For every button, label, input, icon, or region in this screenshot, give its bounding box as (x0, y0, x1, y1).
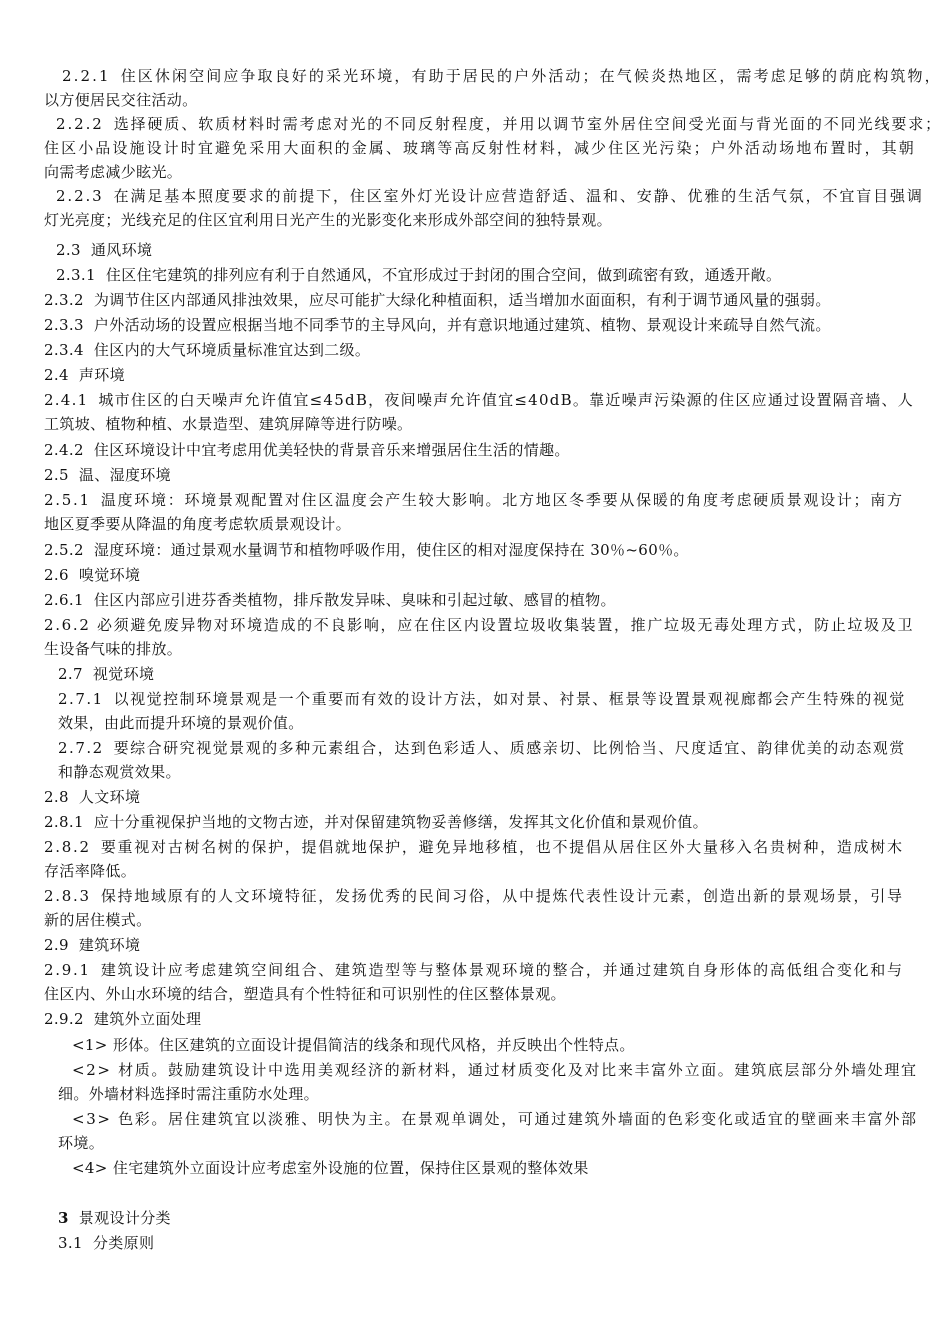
line-text: 住区内、外山水环境的结合，塑造具有个性特征和可识别性的住区整体景观。 (44, 985, 566, 1003)
text-line (44, 935, 140, 955)
line-text: 细。外墙材料选择时需注重防水处理。 (58, 1085, 319, 1103)
text-line (44, 590, 616, 610)
line-text: 住区住宅建筑的排列应有利于自然通风，不宜形成过于封闭的围合空间，做到疏密有致，通透开敞。 (105, 266, 782, 284)
text-line (44, 440, 570, 460)
line-text: 住区内部应引进芬香类植物，排斥散发异味、臭味和引起过敏、感冒的植物。 (93, 591, 616, 609)
line-text: 和静态观赏效果。 (58, 763, 181, 781)
text-line (44, 514, 351, 534)
text-line (56, 186, 924, 206)
text-line (44, 90, 198, 110)
text-line (72, 1109, 918, 1129)
section-number: 3 (58, 1209, 69, 1227)
section-number: 2.4 (44, 366, 69, 384)
section-number: 2.3 (56, 241, 81, 259)
section-number: 2.2.1 (62, 67, 111, 85)
section-number: 2.6.1 (44, 591, 84, 609)
line-text: <2> 材质。鼓励建筑设计中选用美观经济的新材料，通过材质变化及对比来丰富外立面。建筑底层部分外墙处理宜 (72, 1061, 918, 1079)
line-text: 住区休闲空间应争取良好的采光环境，有助于居民的户外活动；在气候炎热地区，需考虑足够的荫庇构筑物， (120, 67, 942, 85)
section-number: 2.3.4 (44, 341, 84, 359)
text-line (44, 812, 708, 832)
text-line (44, 639, 182, 659)
section-number: 2.9.2 (44, 1010, 84, 1028)
text-line (44, 365, 125, 385)
text-line (44, 490, 904, 510)
section-number: 2.2.3 (56, 187, 104, 205)
line-text: 人文环境 (78, 788, 141, 806)
text-line (58, 689, 906, 709)
text-line (44, 565, 140, 585)
text-line (44, 315, 831, 335)
line-text: 建筑环境 (78, 936, 141, 954)
line-text: 嗅觉环境 (78, 566, 141, 584)
text-line (62, 66, 942, 86)
line-text: <1> 形体。住区建筑的立面设计提倡简洁的线条和现代风格，并反映出个性特点。 (72, 1036, 635, 1054)
section-number: 2.7 (58, 665, 83, 683)
text-line (44, 886, 904, 906)
line-text: 保持地域原有的人文环境特征，发扬优秀的民间习俗，从中提炼代表性设计元素，创造出新的景观场景，引导 (100, 887, 904, 905)
text-line (58, 1084, 319, 1104)
text-line (72, 1060, 918, 1080)
line-text: 地区夏季要从降温的角度考虑软质景观设计。 (44, 515, 352, 533)
text-line (44, 960, 904, 980)
line-text: 2.6.2 必须避免废异物对环境造成的不良影响，应在住区内设置垃圾收集装置，推广垃圾无毒处理方式，防止垃圾及卫 (44, 616, 915, 634)
text-line (44, 390, 914, 410)
text-line (58, 738, 906, 758)
line-text: <4> 住宅建筑外立面设计应考虑室外设施的位置，保持住区景观的整体效果 (72, 1159, 589, 1177)
line-text: 分类原则 (92, 1234, 155, 1252)
line-text: 以方便居民交往活动。 (44, 91, 198, 109)
line-text: 声环境 (78, 366, 125, 384)
line-text: 工筑坡、植物种植、水景造型、建筑屏障等进行防噪。 (44, 415, 413, 433)
text-line (58, 1233, 154, 1253)
text-line (44, 1009, 201, 1029)
section-number: 2.9.1 (44, 961, 91, 979)
line-text: 住区小品设施设计时宜避免采用大面积的金属、玻璃等高反射性材料，减少住区光污染；户外活动场地布置时，其朝 (44, 139, 916, 157)
text-line (58, 664, 154, 684)
section-number: 3.1 (58, 1234, 83, 1252)
section-number: 2.8 (44, 788, 69, 806)
section-number: 2.5.2 (44, 541, 84, 559)
line-text: 住区环境设计中宜考虑用优美轻快的背景音乐来增强居住生活的情趣。 (93, 441, 570, 459)
text-line (56, 114, 942, 134)
line-text: 向需考虑减少眩光。 (44, 163, 183, 181)
line-text: 通风环境 (90, 241, 153, 259)
section-number: 2.8.2 (44, 838, 91, 856)
section-number: 2.5 (44, 466, 69, 484)
line-text: 建筑外立面处理 (93, 1010, 202, 1028)
text-line (58, 1208, 171, 1228)
text-line (72, 1158, 589, 1178)
text-line (44, 615, 914, 635)
section-number: 2.4.1 (44, 391, 89, 409)
text-line (44, 540, 689, 560)
line-text: 为调节住区内部通风排浊效果，应尽可能扩大绿化种植面积，适当增加水面面积，有利于调节通风量的强弱。 (93, 291, 831, 309)
line-text: 要综合研究视觉景观的多种元素组合，达到色彩适人、质感亲切、比例恰当、尺度适宜、韵律优美的动态观赏 (113, 739, 906, 757)
line-text: 湿度环境：通过景观水量调节和植物呼吸作用，使住区的相对湿度保持在 30％~60％。 (93, 541, 689, 559)
line-text: 新的居住模式。 (44, 911, 152, 929)
section-number: 2.7.2 (58, 739, 104, 757)
text-line (44, 787, 140, 807)
line-text: 建筑设计应考虑建筑空间组合、建筑造型等与整体景观环境的整合，并通过建筑自身形体的高低组合变化和与 (100, 961, 904, 979)
section-number: 2.3.2 (44, 291, 84, 309)
text-line (44, 290, 831, 310)
text-line (44, 837, 904, 857)
line-text: 景观设计分类 (78, 1209, 171, 1227)
section-number: 2.6 (44, 566, 69, 584)
section-number: 2.2.2 (56, 115, 104, 133)
section-number: 2.8.3 (44, 887, 91, 905)
line-text: 生设备气味的排放。 (44, 640, 183, 658)
line-text: 住区内的大气环境质量标准宜达到二级。 (93, 341, 371, 359)
text-line (44, 984, 566, 1004)
line-text: 环境。 (58, 1134, 105, 1152)
section-number: 2.8.1 (44, 813, 84, 831)
line-text: 要重视对古树名树的保护，提倡就地保护，避免异地移植，也不提倡从居住区外大量移入名贵树种，造成树木 (100, 838, 904, 856)
text-line (44, 910, 151, 930)
line-text: 温、湿度环境 (78, 466, 172, 484)
text-line (58, 713, 304, 733)
line-text: 户外活动场的设置应根据当地不同季节的主导风向，并有意识地通过建筑、植物、景观设计来疏导自然气流。 (93, 316, 831, 334)
section-number: 2.7.1 (58, 690, 104, 708)
section-number: 2.9 (44, 936, 69, 954)
line-text: 应十分重视保护当地的文物古迹，并对保留建筑物妥善修缮，发挥其文化价值和景观价值。 (93, 813, 708, 831)
text-line (56, 240, 152, 260)
text-line (44, 414, 412, 434)
text-line (58, 762, 181, 782)
text-line (44, 138, 916, 158)
section-number: 2.3.1 (56, 266, 96, 284)
line-text: 存活率降低。 (44, 862, 137, 880)
line-text: 选择硬质、软质材料时需考虑对光的不同反射程度，并用以调节室外居住空间受光面与背光面的不同光线要求； (113, 115, 943, 133)
text-line (56, 265, 781, 285)
text-line (72, 1035, 635, 1055)
line-text: 在满足基本照度要求的前提下，住区室外灯光设计应营造舒适、温和、安静、优雅的生活气氛，不宜盲目强调 (113, 187, 924, 205)
section-number: 2.3.3 (44, 316, 84, 334)
line-text: 效果，由此而提升环境的景观价值。 (58, 714, 304, 732)
section-number: 2.4.2 (44, 441, 84, 459)
text-line (44, 340, 370, 360)
text-line (44, 210, 612, 230)
text-line (44, 861, 136, 881)
line-text: <3> 色彩。居住建筑宜以淡雅、明快为主。在景观单调处，可通过建筑外墙面的色彩变化或适宜的壁画来丰富外部 (72, 1110, 918, 1128)
text-line (44, 465, 171, 485)
text-line (44, 162, 182, 182)
line-text: 温度环境：环境景观配置对住区温度会产生较大影响。北方地区冬季要从保暖的角度考虑硬质景观设计；南方 (100, 491, 904, 509)
line-text: 灯光亮度；光线充足的住区宜利用日光产生的光影变化来形成外部空间的独特景观。 (44, 211, 612, 229)
line-text: 以视觉控制环境景观是一个重要而有效的设计方法，如对景、衬景、框景等设置景观视廊都会产生特殊的视觉 (113, 690, 906, 708)
text-line (58, 1133, 104, 1153)
line-text: 视觉环境 (92, 665, 155, 683)
section-number: 2.5.1 (44, 491, 91, 509)
line-text: 城市住区的白天噪声允许值宜≤45dB，夜间噪声允许值宜≤40dB。靠近噪声污染源的住区应通过设置隔音墙、人 (98, 391, 915, 409)
